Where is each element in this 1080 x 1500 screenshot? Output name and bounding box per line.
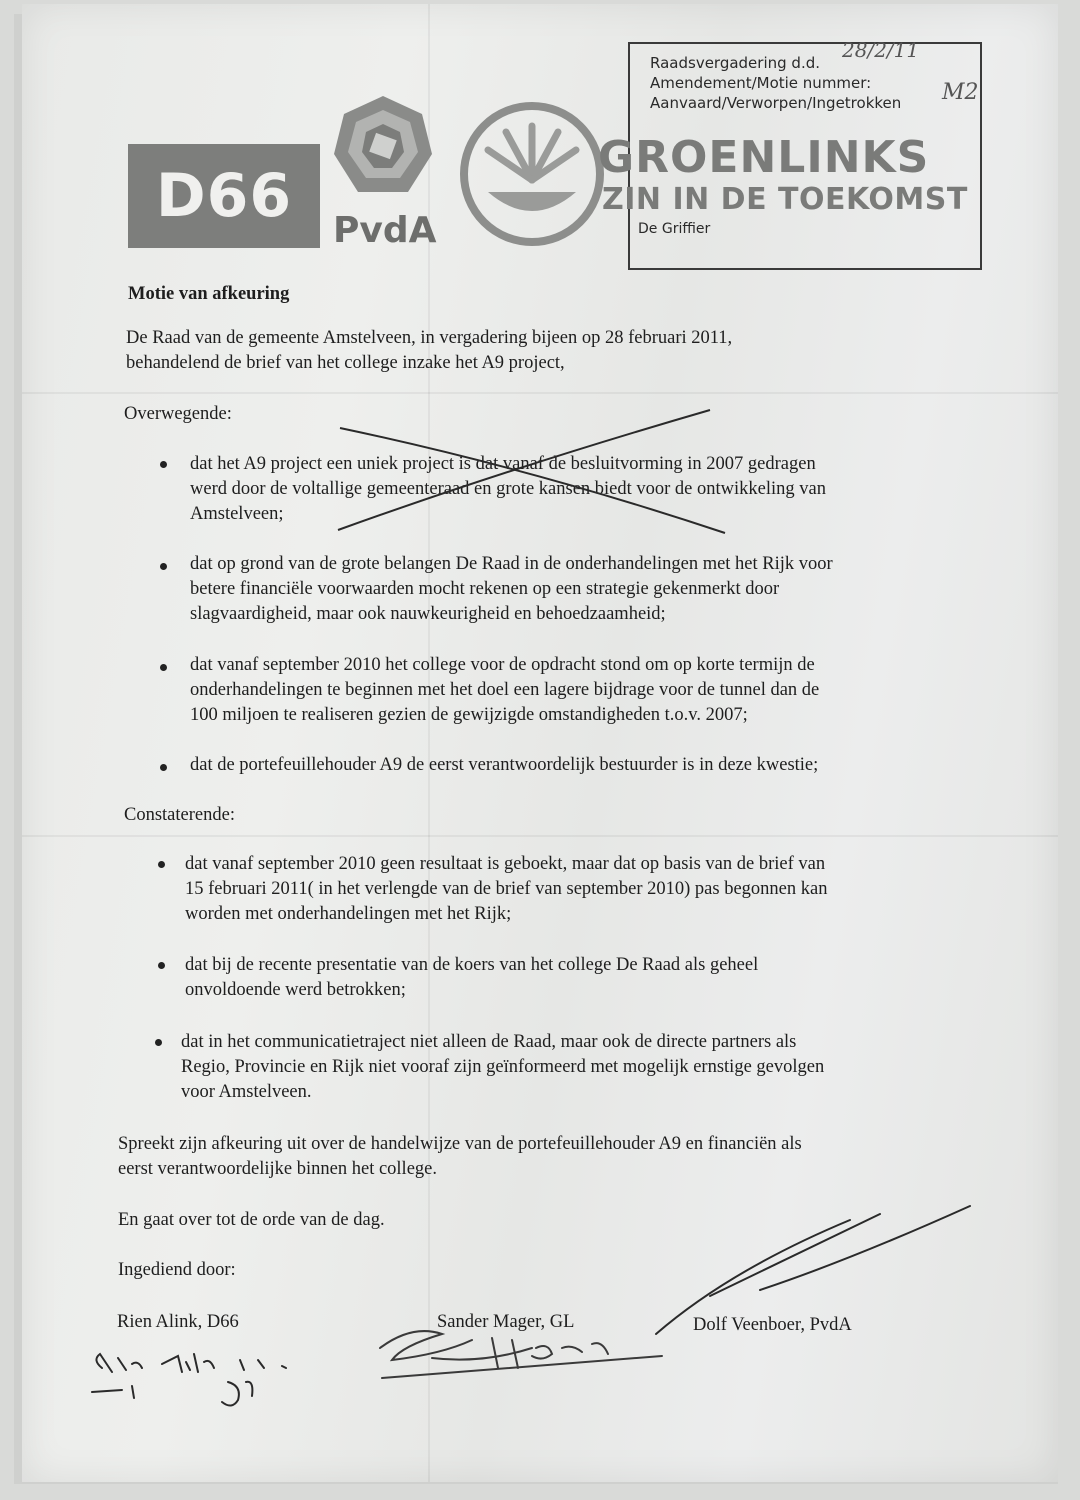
bullet-icon [155, 1039, 162, 1046]
bullet-icon [158, 861, 165, 868]
stamp-handwritten-number: M2 [942, 80, 979, 105]
groenlinks-logo-text: GROENLINKS [598, 132, 930, 183]
considering-item-line: dat de portefeuillehouder A9 de eerst verantwoordelijk bestuurder is in deze kwestie; [190, 755, 819, 775]
signature-veenboer [650, 1200, 990, 1340]
considering-item-line: dat op grond van de grote belangen De Raad in de onderhandelingen met het Rijk voor [190, 554, 833, 574]
handwritten-cross-out [330, 408, 730, 540]
signer-name: Sander Mager, GL [437, 1312, 575, 1332]
considering-item-line: werd door de voltallige gemeenteraad en grote kansen biedt voor de ontwikkeling van [190, 479, 826, 499]
pvda-rose-icon [330, 92, 436, 210]
considering-item-line: betere financiële voorwaarden mocht rekenen op een strategie gekenmerkt door [190, 579, 780, 599]
fold-line [22, 392, 1058, 394]
bullet-icon [160, 461, 167, 468]
considering-item-line: dat vanaf september 2010 het college voor de opdracht stond om op korte termijn de [190, 655, 815, 675]
conclusion-line: eerst verantwoordelijke binnen het college. [118, 1159, 437, 1179]
bullet-icon [160, 664, 167, 671]
signature-alink [82, 1340, 312, 1420]
considering-item-line: Amstelveen; [190, 504, 284, 524]
d66-logo: D66 [128, 144, 320, 248]
stamp-meeting-date-label: Raadsvergadering d.d. [650, 54, 820, 72]
submitted-by-label: Ingediend door: [118, 1260, 236, 1280]
considering-item-line: slagvaardigheid, maar ook nauwkeurigheid en behoedzaamheid; [190, 604, 666, 624]
finding-item-line: 15 februari 2011( in het verlengde van de brief van september 2010) pas begonnen kan [185, 879, 828, 899]
groenlinks-tagline: ZIN IN DE TOEKOMST [602, 182, 968, 217]
conclusion-line: Spreekt zijn afkeuring uit over de handelwijze van de portefeuillehouder A9 en financiën als [118, 1134, 802, 1154]
bullet-icon [160, 764, 167, 771]
stamp-status-label: Aanvaard/Verworpen/Ingetrokken [650, 94, 902, 112]
considering-heading: Overwegende: [124, 404, 232, 424]
pvda-logo-text: PvdA [333, 210, 437, 251]
finding-item-line: dat bij de recente presentatie van de koers van het college De Raad als geheel [185, 955, 759, 975]
considering-item-line: 100 miljoen te realiseren gezien de gewijzigde omstandigheden t.o.v. 2007; [190, 705, 748, 725]
finding-item-line: dat vanaf september 2010 geen resultaat is geboekt, maar dat op basis van de brief van [185, 854, 826, 874]
considering-item-line: dat het A9 project een uniek project is dat vanaf de besluitvorming in 2007 gedragen [190, 454, 816, 474]
finding-item-line: Regio, Provincie en Rijk niet vooraf zijn geïnformeerd met mogelijk ernstige gevolgen [181, 1057, 825, 1077]
intro-line: behandelend de brief van het college inzake het A9 project, [126, 353, 565, 373]
finding-item-line: dat in het communicatietraject niet alleen de Raad, maar ook de directe partners als [181, 1032, 797, 1052]
finding-item-line: voor Amstelveen. [181, 1082, 312, 1102]
finding-heading: Constaterende: [124, 805, 235, 825]
fold-line [22, 835, 1058, 837]
bullet-icon [160, 563, 167, 570]
intro-line: De Raad van de gemeente Amstelveen, in vergadering bijeen op 28 februari 2011, [126, 328, 733, 348]
signature-mager [372, 1318, 672, 1388]
finding-item-line: worden met onderhandelingen met het Rijk; [185, 904, 512, 924]
stamp-griffier-label: De Griffier [638, 221, 711, 237]
stamp-motion-number-label: Amendement/Motie nummer: [650, 74, 872, 92]
document-title: Motie van afkeuring [128, 284, 290, 304]
considering-item-line: onderhandelingen te beginnen met het doel een lagere bijdrage voor de tunnel dan de [190, 680, 820, 700]
bullet-icon [158, 962, 165, 969]
closing-line: En gaat over tot de orde van de dag. [118, 1210, 385, 1230]
signer-name: Rien Alink, D66 [117, 1312, 239, 1332]
signer-name: Dolf Veenboer, PvdA [693, 1315, 852, 1335]
finding-item-line: onvoldoende werd betrokken; [185, 980, 406, 1000]
groenlinks-sun-icon [458, 100, 606, 248]
stamp-handwritten-date: 28/2/11 [842, 38, 920, 62]
